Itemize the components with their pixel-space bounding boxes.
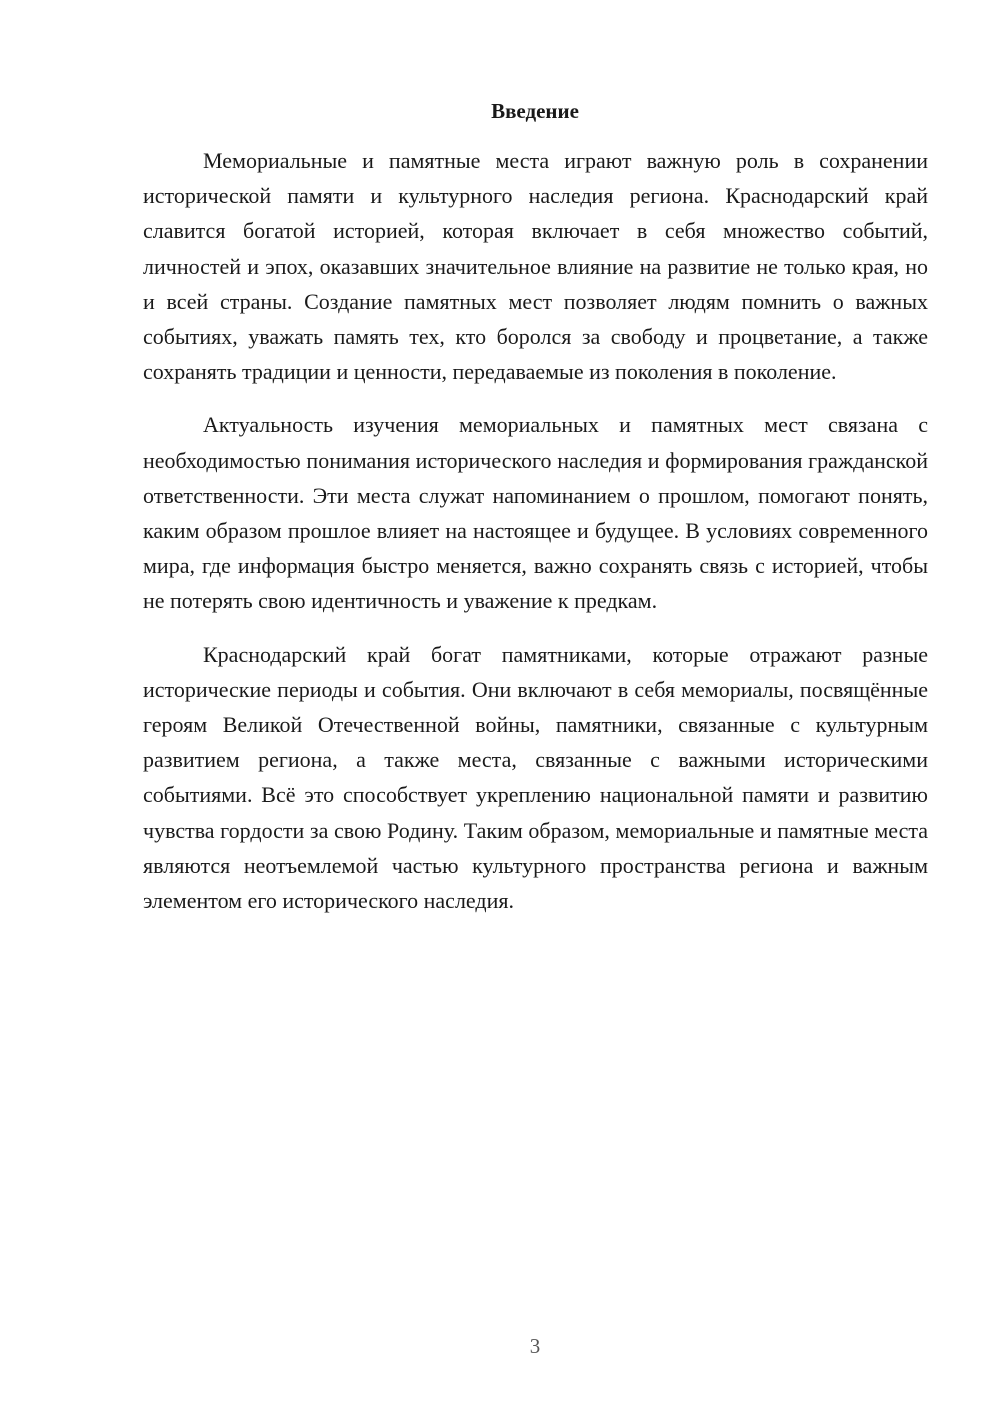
- paragraph-2: Актуальность изучения мемориальных и памятных мест связана с необходимостью понимания исторического наследия и формирования гражданской ответственности. Эти места служат напоминанием о прошлом, помогают понять, каким образом прошлое влияет на настоящее и будущее. В условиях современного мира, где информация быстро меняется, важно сохранять связь с историей, чтобы не потерять свою идентичность и уважение к предкам.: [143, 412, 928, 614]
- paragraph-3: Краснодарский край богат памятниками, которые отражают разные исторические периоды и события. Они включают в себя мемориалы, посвящённые героям Великой Отечественной войны, памятники, связанные с культурным развитием региона, а также места, связанные с важными историческими событиями. Всё это способствует укреплению национальной памяти и развитию чувства гордости за свою Родину. Таким образом, мемориальные и памятные места являются неотъемлемой частью культурного пространства региона и важным элементом его исторического наследия.: [143, 641, 928, 914]
- page-title: Введение: [491, 99, 579, 123]
- body-text: [143, 143, 928, 936]
- paragraph-1: Мемориальные и памятные места играют важную роль в сохранении исторической памяти и культурного наследия региона. Краснодарский край славится богатой историей, которая включает в себя множество событий, личностей и эпох, оказавших значительное влияние на развитие не только края, но и всей страны. Создание памятных мест позволяет людям помнить о важных событиях, уважать память тех, кто боролся за свободу и процветание, а также сохранять традиции и ценности, передаваемые из поколения в поколение.: [143, 148, 928, 385]
- page-number: 3: [529, 1334, 541, 1358]
